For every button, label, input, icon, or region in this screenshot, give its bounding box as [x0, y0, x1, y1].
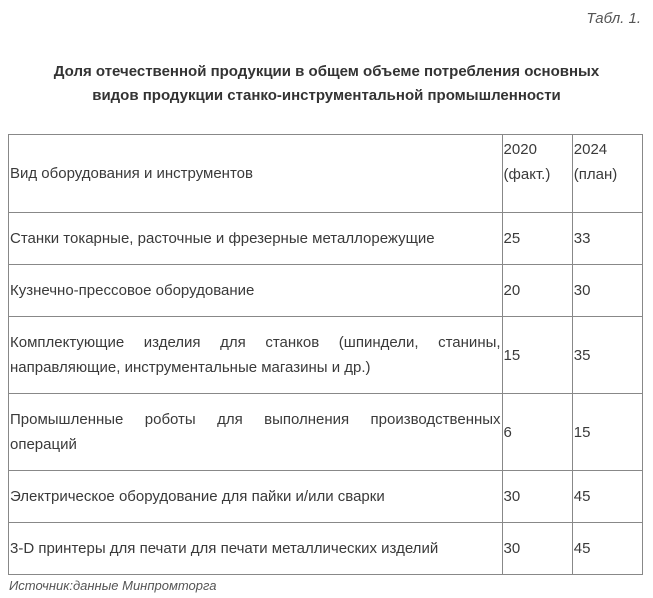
row-value-2024: 30 — [572, 265, 642, 317]
header-2024-year: 2024 — [573, 141, 608, 158]
row-value-2024: 35 — [572, 317, 642, 394]
row-value-2020: 20 — [502, 265, 572, 317]
row-value-2020: 30 — [502, 471, 572, 523]
header-equipment-type: Вид оборудования и инструментов — [9, 135, 503, 213]
row-value-2024: 33 — [572, 213, 642, 265]
header-2020 — [502, 135, 572, 213]
row-value-2020: 15 — [502, 317, 572, 394]
header-2020-note: (факт.) — [503, 166, 551, 183]
header-2020-year: 2020 — [503, 141, 537, 158]
row-name: Кузнечно-прессовое оборудование — [9, 265, 503, 317]
row-name: Станки токарные, расточные и фрезерные металлорежущие — [9, 213, 503, 265]
row-value-2024: 15 — [572, 394, 642, 471]
header-2024-note: (план) — [573, 166, 618, 183]
source-note: Источник:данные Минпромторга — [9, 578, 217, 593]
table-title-line-2: видов продукции станко-инструментальной промышленности — [92, 87, 561, 104]
table-title-line-1: Доля отечественной продукции в общем объеме потребления основных — [53, 63, 600, 80]
row-value-2020: 6 — [502, 394, 572, 471]
table-number: Табл. 1. — [586, 10, 641, 27]
table-row — [9, 523, 643, 575]
row-name: Промышленные роботы для выполнения производственных операций — [9, 394, 503, 471]
row-value-2020: 25 — [502, 213, 572, 265]
table-row — [9, 213, 643, 265]
header-2024 — [572, 135, 642, 213]
row-value-2024: 45 — [572, 471, 642, 523]
table-row — [9, 265, 643, 317]
table-title — [0, 60, 653, 108]
row-value-2020: 30 — [502, 523, 572, 575]
data-table — [8, 134, 643, 575]
table-row — [9, 317, 643, 394]
table-row — [9, 394, 643, 471]
row-value-2024: 45 — [572, 523, 642, 575]
row-name: Комплектующие изделия для станков (шпиндели, станины, направляющие, инструментальные магазины и др.) — [9, 317, 503, 394]
table-row — [9, 471, 643, 523]
table-header-row — [9, 135, 643, 213]
row-name: 3-D принтеры для печати для печати металлических изделий — [9, 523, 503, 575]
row-name: Электрическое оборудование для пайки и/или сварки — [9, 471, 503, 523]
